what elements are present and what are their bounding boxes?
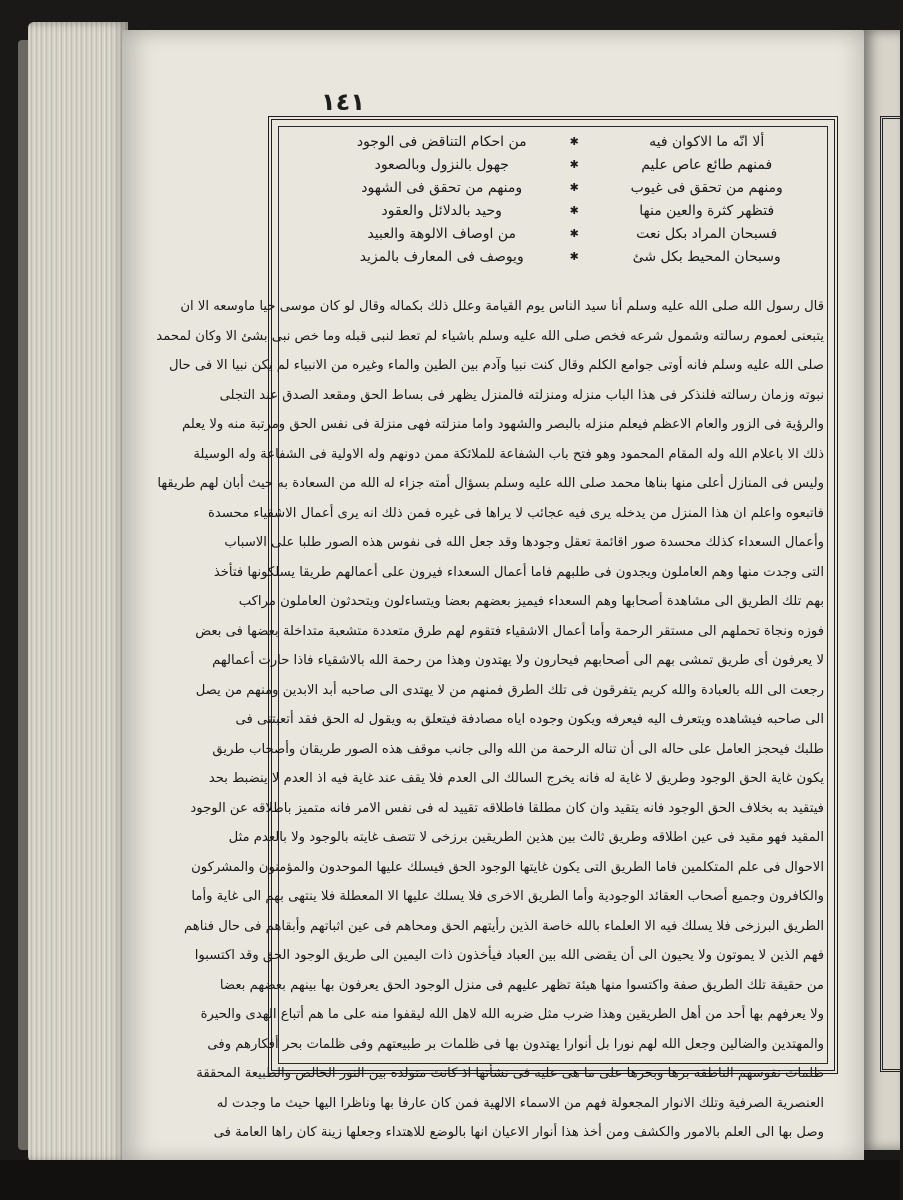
prose-line: فهم الذين لا يموتون ولا يحيون الى أن يقضى الله بين العباد فيأخذون ذات اليمين الى طريق الوجود الحق وقد اكتسبوا: [194, 948, 824, 963]
verse-left-hemistich: جهول بالنزول وبالصعود: [374, 156, 509, 173]
prose-line: التى وجدت منها وهم العاملون ويجدون فى طلبهم فاما أعمال السعداء فيرون على أعمالهم طريقا يسلكونها فتأخذ: [213, 564, 824, 580]
prose-line: الطريق البرزخى فلا يسلك فيه الا العلماء بالله خاصة الذين رأيتهم الحق ومحاهم فى عين اثباتهم وأبقاهم فى حال فناهم: [184, 918, 824, 934]
poem-verse: [288, 199, 818, 222]
prose-line: رجعت الى الله بالعبادة والله كريم يتفرقون فى تلك الطرق فمنهم من لا يهتدى الى صاحبه أبد الابدين ومنهم من يصل: [195, 682, 824, 698]
poem-verse: [288, 245, 818, 268]
poem-verse: [288, 130, 818, 153]
verse-separator-icon: ✱: [569, 250, 579, 263]
stacked-page-edges: [28, 22, 128, 1162]
prose-line: وصل بها الى العلم بالامور والكشف ومن أخذ هذا أنوار الاعيان انها بالوضع للاهتداء وجعلها زينة كان راها العامة فى: [213, 1125, 824, 1140]
text-frame: [156, 116, 838, 1140]
facing-page-frame: [880, 116, 903, 1072]
prose-line: يكون غاية الحق الوجود وطريق لا غاية له فانه يخرج السالك الى العدم فلا يقف عند غاية فيه اذ العدم لا ينضبط بحد: [208, 771, 824, 786]
verse-right-hemistich: وسبحان المحيط بكل شئ: [632, 248, 781, 265]
prose-line: ظلمات نفوسهم الناطقة برها وبحرها على ما هى عليه فى نشأتها اذ كانت متولدة بين النور الخالص والطبيعة المحققة: [196, 1066, 824, 1081]
verse-left-hemistich: من اوصاف الالوهة والعبيد: [367, 225, 516, 242]
prose-line: المقيد فهو مقيد فى عين اطلاقه وطريق ثالث بين هذين الطريقين برزخى لا تتصف غايته بالوجود ولا بالعدم مثل: [228, 830, 824, 845]
prose-line: والرؤية فى الزور والعام الاعظم فيعلم منزله بالبصر والشهود واما منزلته فهى منزلة فى نفس الحق ومرتبة منه ولا يعلم: [181, 417, 824, 432]
table-surface: [0, 1160, 900, 1200]
prose-line: والمهتدين والضالين وجعل الله لهم نورا بل أنوارا يهتدون بها فى ظلمات بر طبيعتهم وفى ظلمات بحر أفكارهم وفى: [207, 1036, 824, 1052]
prose-line: فاتبعوه واعلم ان هذا المنزل من يدخله يرى فيه عجائب لا يراها فى غيره فمن ذلك انه يرى أعمال الاشقياء محسدة: [207, 505, 824, 521]
verse-separator-icon: ✱: [569, 158, 579, 171]
prose-line: وأعمال السعداء كذلك محسدة صور اقائمة تعقل وجودها وقد جعل الله فى نفوس هذه الصور طلبا على الاسباب: [224, 535, 824, 550]
verse-right-hemistich: ألا انّه ما الاكوان فيه: [649, 133, 765, 150]
prose-line: فيتقيد به بخلاف الحق الوجود فانه يتقيد وان كان مطلقا فاطلاقه تقييد له فى نفس الامر فانه متميز باطلاقه عن الوجود: [190, 800, 824, 816]
verse-left-hemistich: ومنهم من تحقق فى الشهود: [361, 179, 523, 196]
prose-line: قال رسول الله صلى الله عليه وسلم أنا سيد الناس يوم القيامة وعلل ذلك بكماله وقال لو كان موسى حيا ماوسعه الا ان: [180, 299, 824, 314]
verse-separator-icon: ✱: [569, 227, 579, 240]
prose-line: العنصرية الصرفية وتلك الانوار المجعولة فهم من الاسماء الالهية فمن كان عارفا بها وناظرا اليها حيث ما وجدت له: [216, 1095, 824, 1111]
prose-line: صلى الله عليه وسلم فانه أوتى جوامع الكلم وقال كنت نبيا وآدم بين الطين والماء وغيره من الانبياء لم يكن نبيا الا فى حال: [168, 358, 824, 373]
poem-verse: [288, 153, 818, 176]
page-number: ١٤١: [321, 88, 365, 116]
prose-line: وليس فى المنازل أعلى منها بناها محمد صلى الله عليه وسلم بسؤال أمته جزاء له الله من السعادة به حيث أبان لهم طريقها: [157, 476, 824, 491]
verse-separator-icon: ✱: [569, 135, 579, 148]
prose-line: من حقيقة تلك الطريق صفة واكتسوا منها هيئة تظهر عليهم فى منزل الوجود الحق يعرفون بها بينهم بعضهم بعضا: [219, 977, 824, 993]
verse-right-hemistich: فمنهم طائع عاص عليم: [641, 156, 773, 173]
prose-block: [156, 292, 824, 1148]
verse-left-hemistich: وحيد بالدلائل والعقود: [381, 202, 502, 219]
prose-line: الى صاحبه فيشاهده ويتعرف اليه فيعرفه ويكون وجوده اياه مصادفة فيتعلق به ويقول له الحق فقد أتعبتنى فى: [235, 712, 824, 727]
verse-right-hemistich: فتظهر كثرة والعين منها: [639, 202, 775, 219]
verse-separator-icon: ✱: [569, 181, 579, 194]
poem-block: [288, 130, 818, 292]
prose-line: ذلك الا باعلام الله وله المقام المحمود وهو فتح باب الشفاعة للملائكة ممن دونهم وله الاولية فى الشفاعة وله الوسيلة: [193, 446, 824, 462]
prose-line: لا يعرفون أى طريق تمشى بهم الى أصحابهم فيحارون ولا يهتدون وهذا من رحمة الله بالاشقياء فاذا حارت أعمالهم: [212, 653, 824, 668]
prose-line: الاحوال فى علم المتكلمين فاما الطريق التى يكون غايتها الوجود الحق فيسلك عليها الموحدون والمؤمنون والمشركون: [191, 859, 824, 875]
prose-line: يتبعنى لعموم رسالته وشمول شرعه فخص صلى الله عليه وسلم باشياء لم تعط لنبى قبله وما خص نبى بشئ الا وكان لمحمد: [156, 328, 824, 344]
prose-line: ولا يعرفهم بها أحد من أهل الطريقين وهذا ضرب مثل ضربه الله لاهل الله ليقفوا منه على ما هم أتباع الهدى والحيرة: [200, 1007, 824, 1022]
prose-line: نبوته وزمان رسالته فلنذكر فى هذا الباب منزله ومنزلته فالمنزل يظهر فى بساط الحق ومقعد الصدق عند التجلى: [219, 387, 824, 403]
verse-right-hemistich: ومنهم من تحقق فى غيوب: [630, 179, 783, 196]
verse-right-hemistich: فسبحان المراد بكل نعت: [636, 225, 778, 242]
verse-left-hemistich: من احكام التناقض فى الوجود: [356, 133, 527, 150]
verse-separator-icon: ✱: [569, 204, 579, 217]
verse-left-hemistich: ويوصف فى المعارف بالمزيد: [359, 248, 524, 265]
poem-verse: [288, 222, 818, 245]
prose-line: والكافرون وجميع أصحاب العقائد الوجودية وأما الطريق الاخرى فلا يسلك عليها الا المعطلة فلا ينتهى بهم الى غاية وأما: [191, 889, 824, 904]
prose-line: بهم تلك الطريق الى مشاهدة أصحابها وهم السعداء فيميز بعضهم بعضا ويتساءلون ويتحدثون العاملون مراكب: [238, 594, 824, 609]
prose-line: طلبك فيحجز العامل على حاله الى أن تناله الرحمة من الله والى جانب موقف هذه الصور طريقان وأصحاب طريق: [212, 741, 824, 757]
poem-verse: [288, 176, 818, 199]
prose-line: فوزه ونجاة تحملهم الى مستقر الرحمة وأما أعمال الاشقياء فتقوم لهم طرق متعددة متشعبة متداخلة بعضها فى بعض: [195, 623, 824, 639]
